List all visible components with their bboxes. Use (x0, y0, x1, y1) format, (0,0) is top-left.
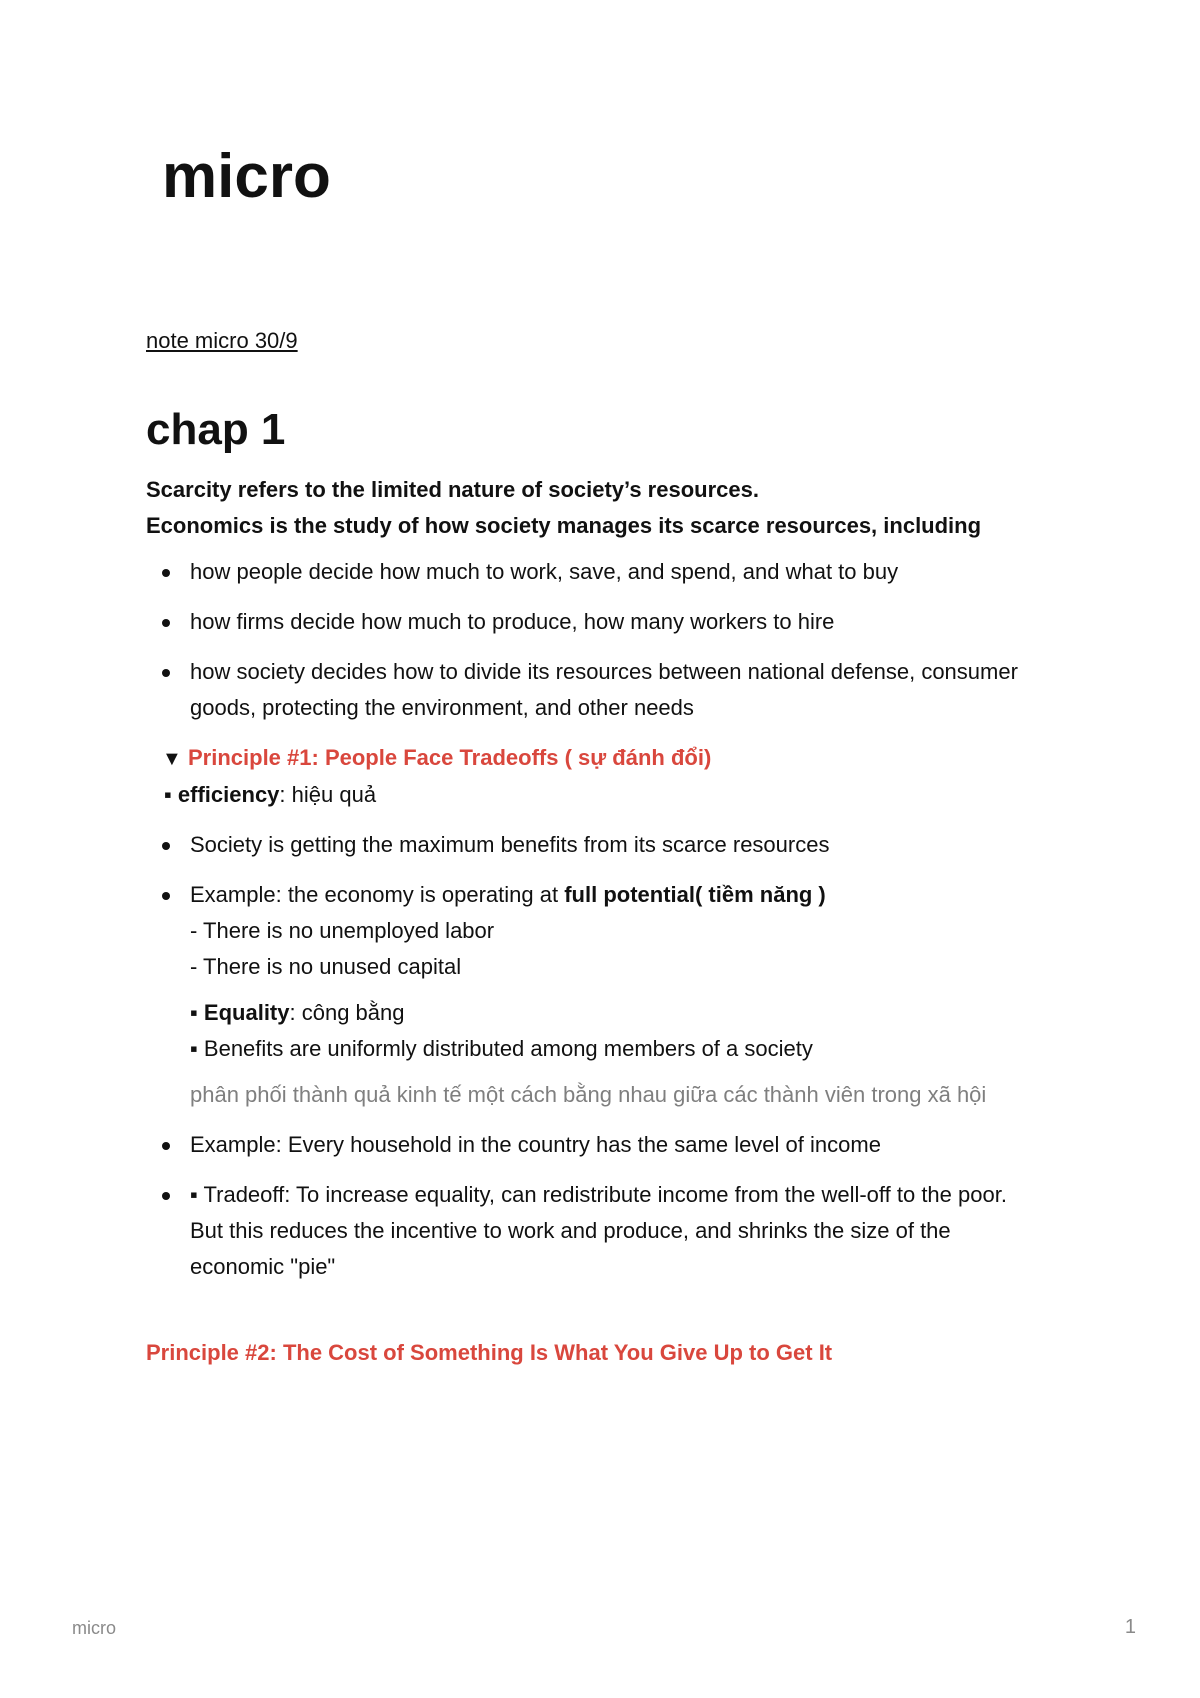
list-item: how people decide how much to work, save, and spend, and what to buy (146, 554, 1046, 590)
principle-1-toggle[interactable] (146, 740, 1046, 777)
principle-1-bullet-list (146, 827, 1046, 1285)
document-body (146, 405, 1046, 1371)
efficiency-definition: : hiệu quả (279, 782, 377, 807)
no-unemployed-labor: - There is no unemployed labor (190, 918, 495, 943)
no-unused-capital: - There is no unused capital (190, 954, 462, 979)
equality-line (190, 995, 1046, 1031)
footer-title: micro (72, 1618, 116, 1638)
list-item (146, 877, 1046, 1113)
example-prefix: Example: the economy is operating at (190, 882, 565, 907)
principle-1-heading: Principle #1: People Face Tradeoffs ( sự đánh đổi) (188, 745, 712, 770)
intro-economics: Economics is the study of how society manages its scarce resources, including (146, 513, 982, 538)
note-link[interactable]: note micro 30/9 (146, 328, 298, 353)
square-bullet-icon: ▪ (164, 782, 178, 807)
efficiency-line (146, 777, 1046, 813)
equality-example: Example: Every household in the country has the same level of income (190, 1132, 881, 1157)
equality-definition: : công bằng (289, 1000, 405, 1025)
intro-scarcity: Scarcity refers to the limited nature of society’s resources. (146, 477, 759, 502)
page-number: 1 (1124, 1616, 1136, 1638)
toggle-triangle-icon[interactable]: ▼ (162, 748, 182, 770)
chapter-bullet-list (146, 554, 1046, 726)
list-item: how firms decide how much to produce, how many workers to hire (146, 604, 1046, 640)
equality-term: Equality (203, 1000, 290, 1025)
full-potential-example (190, 877, 1046, 913)
list-item (146, 1177, 1046, 1285)
list-item (146, 827, 1046, 863)
benefits-distributed: ▪ Benefits are uniformly distributed among members of a society (190, 1036, 813, 1061)
list-item (146, 1127, 1046, 1163)
full-potential-term: full potential( tiềm năng ) (564, 882, 826, 907)
efficiency-term: efficiency (177, 782, 280, 807)
chapter-heading: chap 1 (146, 405, 286, 454)
vietnamese-note: phân phối thành quả kinh tế một cách bằng nhau giữa các thành viên trong xã hội (190, 1082, 987, 1107)
page-title: micro (162, 142, 331, 211)
list-item: how society decides how to divide its resources between national defense, consumer goods, protecting the environment, and other needs (146, 654, 1046, 726)
efficiency-description: Society is getting the maximum benefits from its scarce resources (190, 832, 830, 857)
tradeoff-description: ▪ Tradeoff: To increase equality, can redistribute income from the well-off to the poor. But this reduces the incentive to work and produce, and shrinks the size of the economic "pie" (190, 1182, 1007, 1279)
square-bullet-icon: ▪ (190, 1000, 204, 1025)
principle-2-heading: Principle #2: The Cost of Something Is What You Give Up to Get It (146, 1340, 833, 1365)
